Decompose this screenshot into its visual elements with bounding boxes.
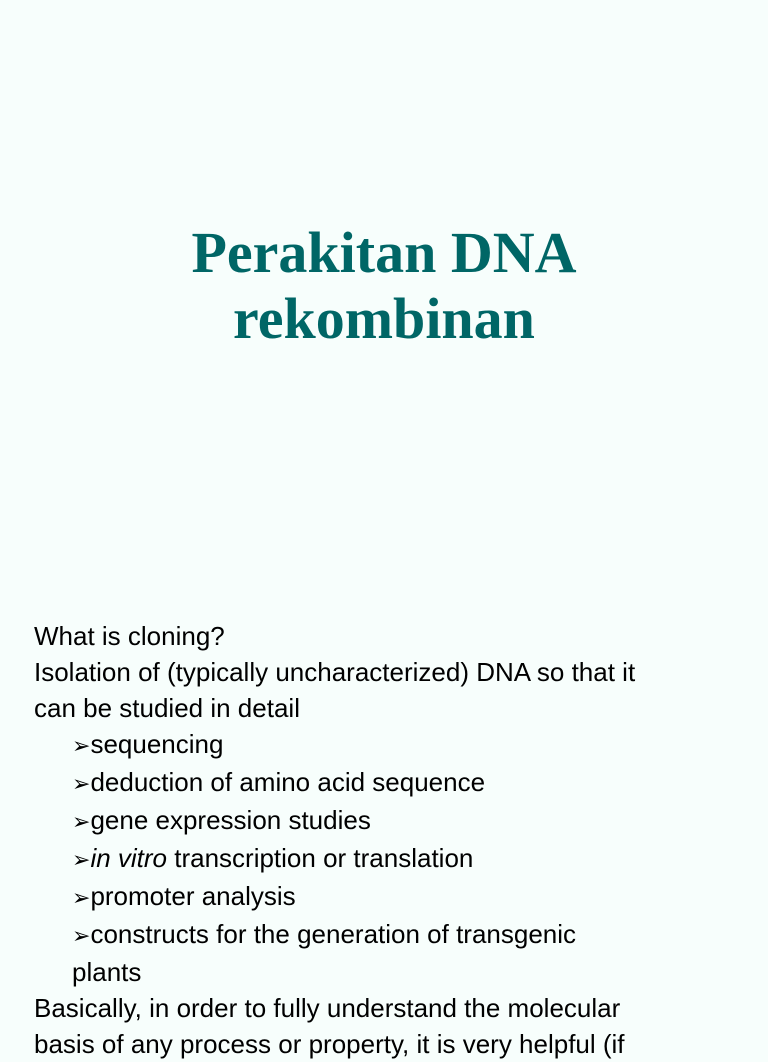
arrow-bullet-icon: ➢ (72, 733, 91, 758)
title-line-1: Perakitan DNA (191, 220, 577, 285)
bullet-text: sequencing (90, 729, 224, 759)
bullet-text: constructs for the generation of transgenic (90, 919, 577, 949)
list-item (34, 878, 754, 916)
bullet-italic-text: in vitro (90, 843, 168, 873)
list-item (34, 726, 754, 764)
closing-line-1: Basically, in order to fully understand the molecular (34, 993, 621, 1023)
definition-line-1: Isolation of (typically uncharacterized) DNA so that it (34, 657, 636, 687)
slide-title (0, 220, 768, 352)
bullet-list (34, 726, 754, 954)
arrow-bullet-icon: ➢ (72, 809, 91, 834)
question-text: What is cloning? (34, 621, 225, 651)
bullet-text: promoter analysis (90, 881, 296, 911)
bullet-text: transcription or translation (167, 843, 474, 873)
bullet-text: gene expression studies (90, 805, 371, 835)
list-item (34, 802, 754, 840)
arrow-bullet-icon: ➢ (72, 885, 91, 910)
title-line-2: rekombinan (233, 286, 535, 351)
list-item (34, 764, 754, 802)
bullet-continuation: plants (72, 957, 142, 987)
slide-body (34, 618, 754, 1062)
closing-line-2: basis of any process or property, it is very helpful (if (34, 1029, 625, 1059)
arrow-bullet-icon: ➢ (72, 923, 91, 948)
list-item (34, 916, 754, 954)
definition-line-2: can be studied in detail (34, 693, 300, 723)
bullet-text: deduction of amino acid sequence (90, 767, 486, 797)
arrow-bullet-icon: ➢ (72, 847, 91, 872)
arrow-bullet-icon: ➢ (72, 771, 91, 796)
list-item (34, 840, 754, 878)
